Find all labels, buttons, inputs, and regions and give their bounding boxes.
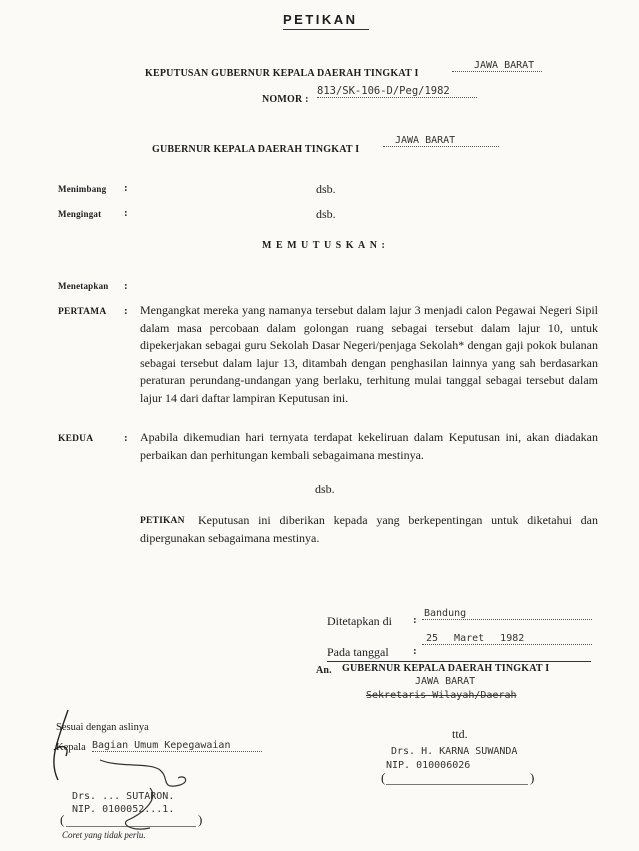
mengingat-colon: :	[124, 207, 128, 219]
menetapkan-colon: :	[124, 280, 128, 292]
signer-paren-close: )	[530, 770, 535, 785]
decree-header: KEPUTUSAN GUBERNUR KEPALA DAERAH TINGKAT I	[145, 68, 419, 79]
pertama-label: PERTAMA	[58, 307, 107, 317]
nomor-label: NOMOR :	[262, 94, 309, 105]
sig-line-2: JAWA BARAT	[415, 676, 476, 687]
menimbang-value: dsb.	[316, 182, 336, 196]
tanggal-colon: :	[413, 645, 417, 657]
left-nip: NIP. 0100052...1.	[72, 804, 175, 815]
kedua-text: Apabila dikemudian hari ternyata terdapat kekeliruan dalam Keputusan ini, akan diadakan perbaikan dan perhitungan kembali sebagaimana mestinya.	[140, 430, 598, 462]
coret-note: Coret yang tidak perlu.	[62, 830, 146, 840]
nomor-value: 813/SK-106-D/Peg/1982	[317, 85, 477, 98]
petikan-label: PETIKAN	[140, 516, 185, 526]
left-name: Drs. ... SUTARON.	[72, 791, 175, 802]
signer-name: Drs. H. KARNA SUWANDA	[391, 746, 518, 757]
kedua-colon: :	[124, 432, 128, 444]
title-underline	[283, 29, 369, 30]
governor-region: JAWA BARAT	[383, 135, 499, 147]
menimbang-label: Menimbang	[58, 184, 107, 194]
sesuai-label: Sesuai dengan aslinya	[56, 722, 149, 733]
dsb-center: dsb.	[315, 482, 335, 496]
decree-region: JAWA BARAT	[452, 60, 542, 72]
sig-line-3: Sekretaris Wilayah/Daerah	[366, 690, 517, 701]
left-paren-open: (	[60, 812, 65, 827]
pertama-text: Mengangkat mereka yang namanya tersebut dalam lajur 3 menjadi calon Pegawai Negeri Sipil dalam masa percobaan dalam golongan ruang sebagai tersebut dalam lajur 10, untuk dipekerjakan sebagai guru Sekolah Dasar Negeri/penjaga Sekolah* dengan gaji pokok bulanan sebagai tersebut dalam lajur 13, ditambah dengan penghasilan lainnya yang sah berdasarkan peraturan perundang-undangan yang berlaku, terhitung mulai tanggal sebagai tersebut dalam lajur 14 dari daftar lampiran Keputusan ini.	[140, 303, 598, 405]
ditetapkan-label: Ditetapkan di	[327, 614, 392, 628]
governor-line: GUBERNUR KEPALA DAERAH TINGKAT I	[152, 144, 360, 155]
petikan-text: Keputusan ini diberikan kepada yang berkepentingan untuk diketahui dan dipergunakan sebagaimana mestinya.	[140, 513, 598, 545]
mengingat-label: Mengingat	[58, 209, 102, 219]
signer-nip: NIP. 010006026	[386, 760, 471, 771]
ditetapkan-value: Bandung	[422, 608, 592, 620]
an-label: An.	[316, 665, 332, 676]
tanggal-underline	[327, 661, 591, 662]
kepala-label: Kepala	[56, 742, 86, 753]
ditetapkan-colon: :	[413, 614, 417, 626]
tanggal-label: Pada tanggal	[327, 645, 389, 659]
menetapkan-label: Menetapkan	[58, 281, 109, 291]
memutuskan-heading: MEMUTUSKAN:	[262, 240, 390, 251]
sig-line-1: GUBERNUR KEPALA DAERAH TINGKAT I	[342, 663, 550, 674]
signer-underline	[386, 784, 528, 785]
handwritten-signature	[40, 700, 240, 850]
document-title: PETIKAN	[283, 12, 358, 27]
tanggal-value: 25 Maret 1982	[422, 633, 592, 645]
menimbang-colon: :	[124, 182, 128, 194]
left-paren-close: )	[198, 812, 203, 827]
pertama-colon: :	[124, 305, 128, 317]
kedua-label: KEDUA	[58, 434, 94, 444]
mengingat-value: dsb.	[316, 207, 336, 221]
kepala-value: Bagian Umum Kepegawaian	[92, 740, 262, 752]
signer-paren-open: (	[381, 770, 386, 785]
ttd-label: ttd.	[452, 727, 468, 741]
